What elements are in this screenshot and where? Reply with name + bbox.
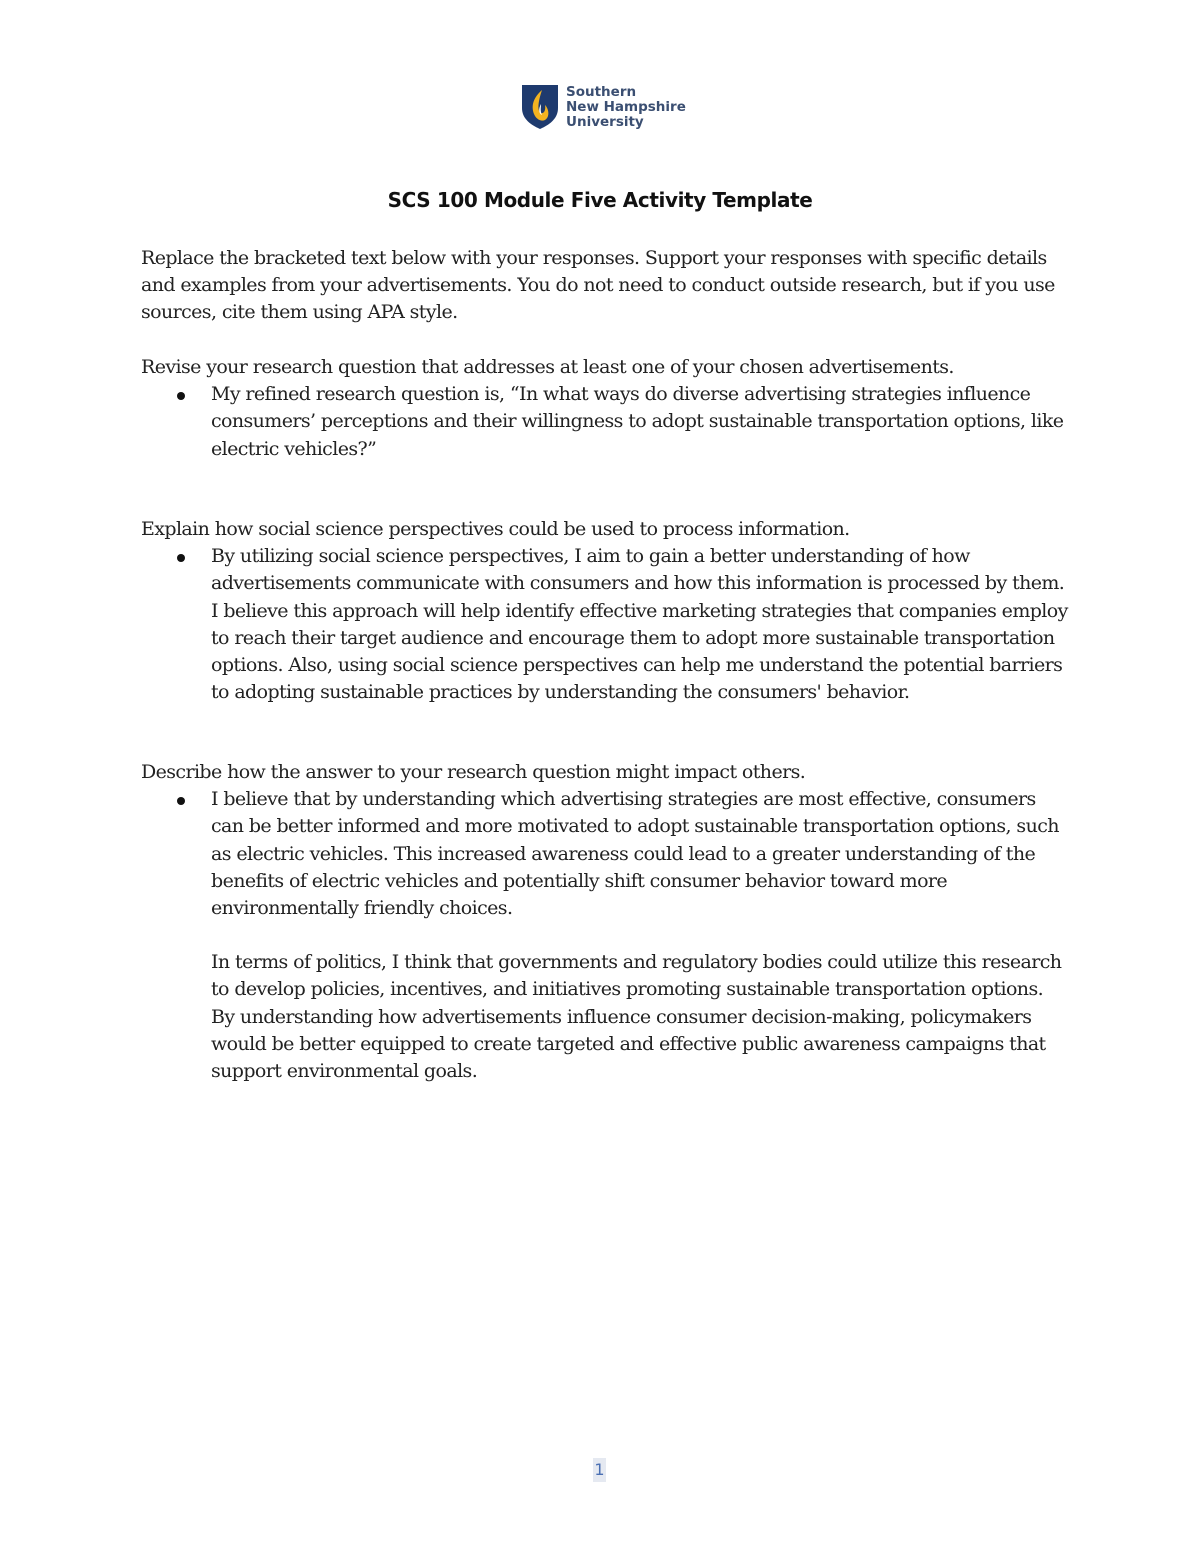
- list-item: [211, 786, 1071, 1085]
- section-impact: [141, 759, 1071, 1085]
- logo-wordmark: [566, 85, 686, 130]
- section-prompt: Explain how social science perspectives could be used to process information.: [141, 518, 850, 540]
- bullet-icon: [177, 797, 185, 805]
- section-social-science: [141, 516, 1071, 706]
- intro-block: [141, 245, 1071, 327]
- bullet-icon: [177, 392, 185, 400]
- answer-list: [141, 786, 1071, 1085]
- answer-text: By utilizing social science perspectives, I aim to gain a better understanding of how advertisements communicate with consumers and how this information is processed by them. I believe this approach will help identify effective marketing strategies that companies employ to reach their target audience and encourage them to adopt more sustainable transportation options. Also, using social science perspectives can help me understand the potential barriers to adopting sustainable practices by understanding the consumers' behavior.: [211, 545, 1068, 704]
- bullet-icon: [177, 554, 185, 562]
- logo-line-1: Southern: [566, 83, 637, 100]
- intro-paragraph: Replace the bracketed text below with your responses. Support your responses with specific details and examples from your advertisements. You do not need to conduct outside research, but if you use sources, cite them using APA style.: [141, 247, 1055, 324]
- answer-text: My refined research question is, “In what ways do diverse advertising strategies influence consumers’ perceptions and their willingness to adopt sustainable transportation options, like electric vehicles?”: [211, 383, 1064, 460]
- flame-shield-icon: [521, 84, 559, 130]
- answer-list: [141, 381, 1071, 463]
- university-logo: [521, 84, 686, 130]
- logo-line-2: New Hampshire: [566, 98, 686, 115]
- section-research-question: [141, 354, 1071, 463]
- page-number: 1: [593, 1458, 606, 1482]
- list-item: [211, 381, 1071, 463]
- document-title: SCS 100 Module Five Activity Template: [387, 188, 813, 212]
- answer-text-continued: In terms of politics, I think that governments and regulatory bodies could utilize this research to develop policies, incentives, and initiatives promoting sustainable transportation options. By understanding how advertisements influence consumer decision-making, policymakers would be better equipped to create targeted and effective public awareness campaigns that support environmental goals.: [211, 951, 1062, 1083]
- logo-line-3: University: [566, 113, 644, 130]
- section-prompt: Describe how the answer to your research question might impact others.: [141, 761, 806, 783]
- list-item: [211, 543, 1071, 706]
- answer-text: I believe that by understanding which advertising strategies are most effective, consumers can be better informed and more motivated to adopt sustainable transportation options, such as electric vehicles. This increased awareness could lead to a greater understanding of the benefits of electric vehicles and potentially shift consumer behavior toward more environmentally friendly choices.: [211, 788, 1059, 920]
- answer-list: [141, 543, 1071, 706]
- section-prompt: Revise your research question that addresses at least one of your chosen advertisements.: [141, 356, 954, 378]
